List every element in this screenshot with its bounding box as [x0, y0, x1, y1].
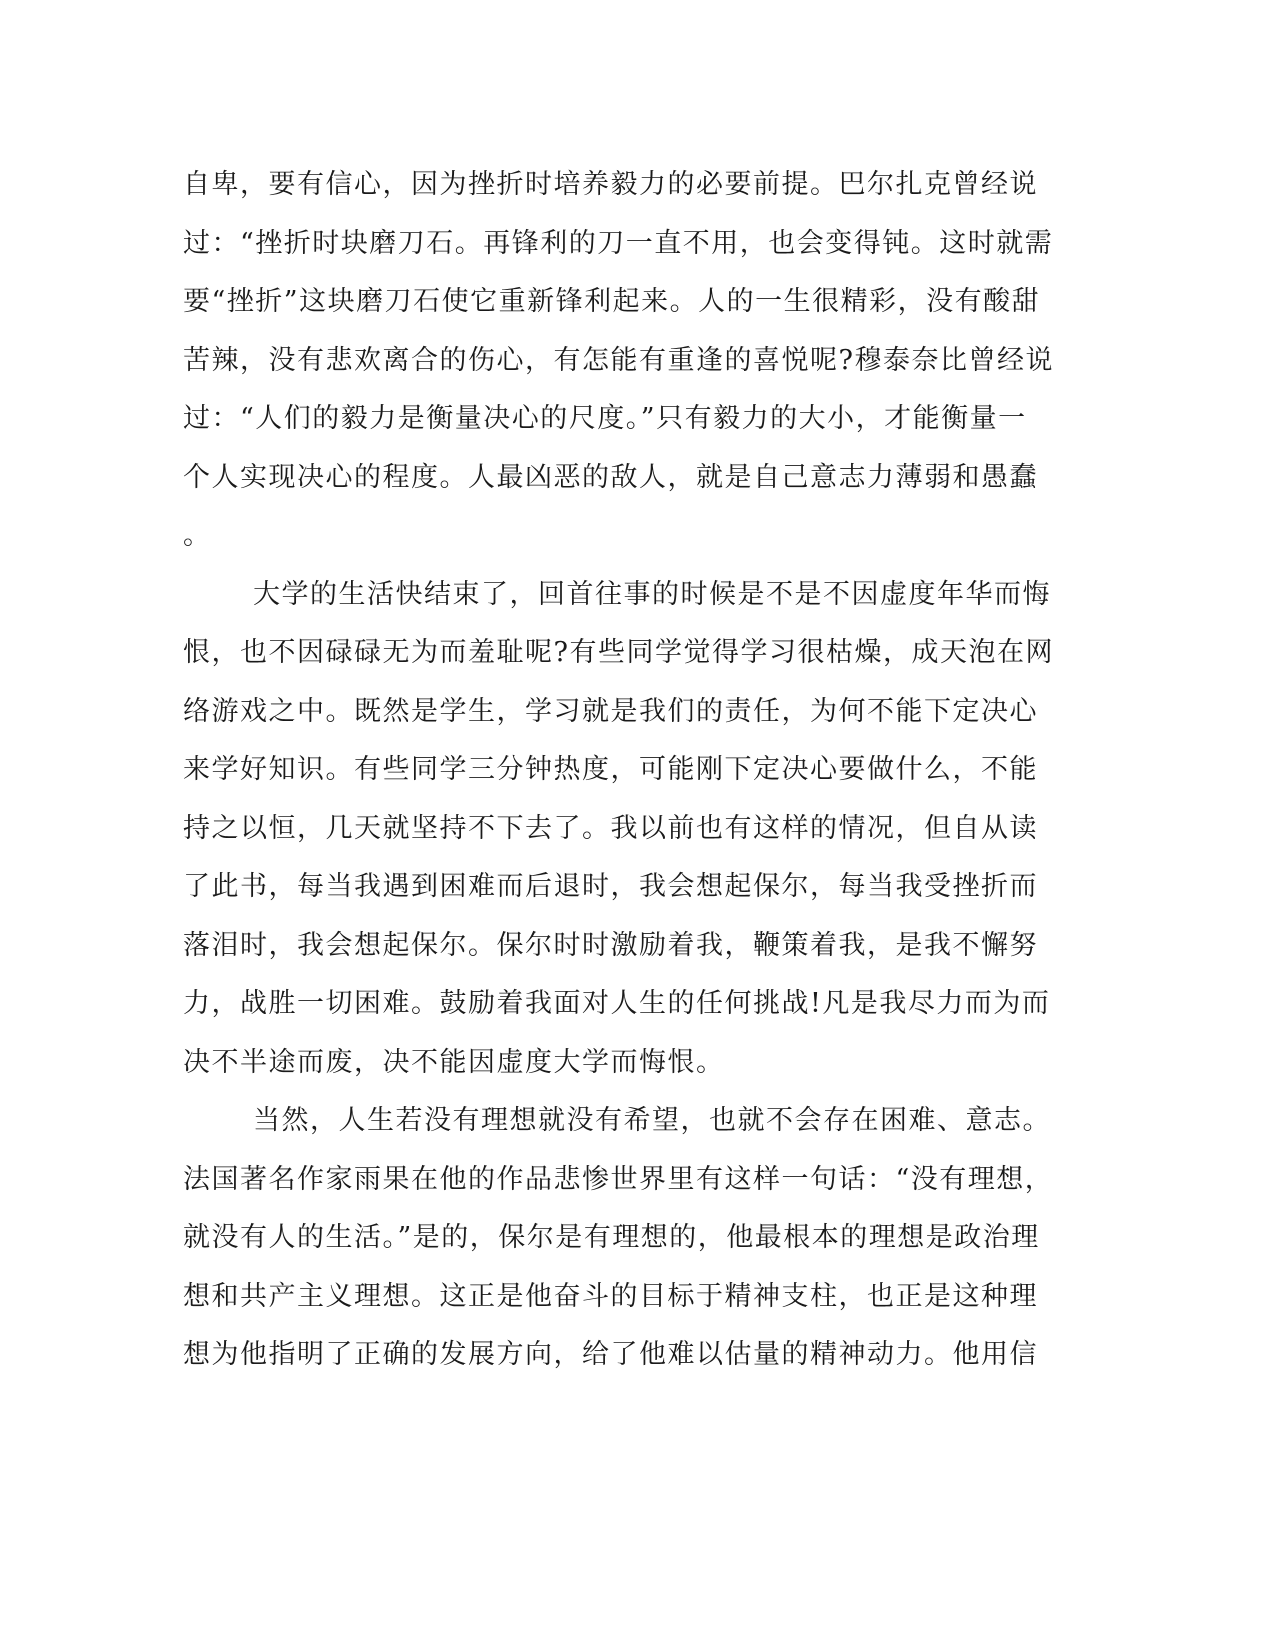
text-line: 了此书，每当我遇到困难而后退时，我会想起保尔，每当我受挫折而 [183, 871, 1038, 902]
text-line: 就没有人的生活。”是的，保尔是有理想的，他最根本的理想是政治理 [183, 1222, 1040, 1253]
text-line: 络游戏之中。既然是学生，学习就是我们的责任，为何不能下定决心 [183, 695, 1038, 727]
text-line: 过：“人们的毅力是衡量决心的尺度。”只有毅力的大小，才能衡量一 [183, 403, 1027, 434]
text-line: 苦辣，没有悲欢离合的伤心，有怎能有重逢的喜悦呢?穆泰奈比曾经说 [183, 344, 1054, 376]
text-line: 过：“挫折时块磨刀石。再锋利的刀一直不用，也会变得钝。这时就需 [183, 227, 1054, 259]
text-line: 想为他指明了正确的发展方向，给了他难以估量的精神动力。他用信 [183, 1339, 1038, 1370]
text-line: 。 [183, 520, 212, 551]
text-line: 落泪时，我会想起保尔。保尔时时激励着我，鞭策着我，是我不懈努 [183, 929, 1038, 961]
text-line: 想和共产主义理想。这正是他奋斗的目标于精神支柱，也正是这种理 [183, 1280, 1038, 1312]
text-line: 要“挫折”这块磨刀石使它重新锋利起来。人的一生很精彩，没有酸甜 [183, 286, 1041, 317]
text-line: 个人实现决心的程度。人最凶恶的敌人，就是自己意志力薄弱和愚蠢 [183, 461, 1038, 493]
body-text [183, 156, 1054, 1385]
text-line: 自卑，要有信心，因为挫折时培养毅力的必要前提。巴尔扎克曾经说 [183, 169, 1038, 200]
text-line: 法国著名作家雨果在他的作品悲惨世界里有这样一句话：“没有理想， [183, 1163, 1054, 1195]
paragraph-start-line: 大学的生活快结束了，回首往事的时候是不是不因虚度年华而悔 [253, 578, 1051, 610]
text-line: 力，战胜一切困难。鼓励着我面对人生的任何挑战!凡是我尽力而为而 [183, 988, 1051, 1019]
text-line: 恨，也不因碌碌无为而羞耻呢?有些同学觉得学习很枯燥，成天泡在网 [183, 637, 1054, 668]
text-line: 决不半途而废，决不能因虚度大学而悔恨。 [183, 1046, 725, 1078]
text-line: 来学好知识。有些同学三分钟热度，可能刚下定决心要做什么，不能 [183, 754, 1038, 785]
text-line: 持之以恒，几天就坚持不下去了。我以前也有这样的情况，但自从读 [183, 812, 1038, 844]
paragraph-start-line: 当然，人生若没有理想就没有希望，也就不会存在困难、意志。 [253, 1105, 1051, 1136]
